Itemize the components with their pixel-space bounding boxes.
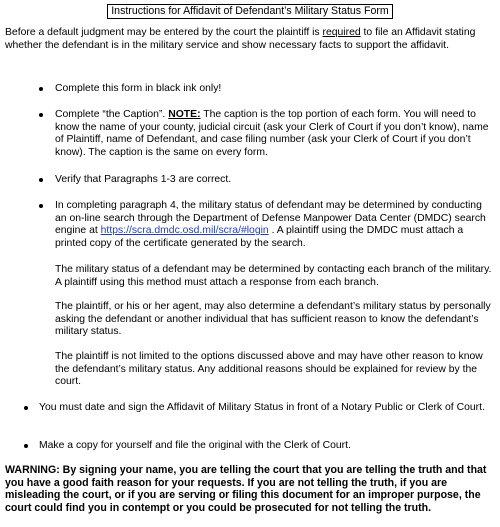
paragraph4-text-before: In completing paragraph 4, the military status of defendant may be determined by conducting an on-line search through the Department of Defense Manpower Data Center (DMDC) search engine at — [55, 200, 486, 237]
dmdc-link[interactable]: https://scra.dmdc.osd.mil/scra/#login — [100, 225, 269, 237]
page-title: Instructions for Affidavit of Defendant’s Military Status Form — [107, 4, 393, 19]
note-label: NOTE: — [168, 109, 201, 120]
bullet-icon — [24, 444, 28, 448]
bullet-icon — [39, 87, 43, 91]
title-container — [0, 4, 500, 19]
intro-paragraph — [5, 27, 493, 52]
caption-text-before: Complete “the Caption”. — [55, 109, 169, 120]
intro-text-before: Before a default judgment may be entered by the court the plaintiff is — [5, 27, 323, 38]
bullet-text — [55, 200, 491, 250]
paragraph4-branch-method: The military status of a defendant may be determined by contacting each branch of the military. A plaintiff using this method must attach a response from each branch. — [55, 264, 492, 288]
paragraph4-other-reasons: The plaintiff is not limited to the options discussed above and may have other reason to know the defendant’s military status. Any additional reasons should be explained for review by the court. — [55, 351, 483, 388]
bullet-icon — [39, 178, 43, 182]
bullet-text: Verify that Paragraphs 1-3 are correct. — [55, 174, 232, 185]
bullet-icon — [39, 204, 43, 208]
bullet-icon — [39, 113, 43, 117]
warning-paragraph: WARNING: By signing your name, you are telling the court that you are telling the truth and that you have a good faith reason for your requests. If you are not telling the truth, if you are misleading the court, or if you are serving or filing this document for an improper purpose, the court could find you in contempt or you could be prosecuted for not telling the truth. — [5, 464, 487, 514]
bullet-text — [55, 109, 497, 159]
intro-text-after: to file an Affidavit stating whether the defendant is in the military service and show necessary facts to support the affidavit. — [5, 27, 476, 51]
caption-text-after: The caption is the top portion of each form. You will need to know the name of your county, judicial circuit (ask your Clerk of Court if you don’t know), name of Plaintiff, name of Defendant, and case filing number (ask your Clerk of Court if you don’t know). The caption is the same on every form. — [55, 109, 489, 158]
paragraph4-personal-method: The plaintiff, or his or her agent, may also determine a defendant’s military status by personally asking the defendant or another individual that has sufficient reason to know the defendant’s military status. — [55, 301, 491, 338]
paragraph4-text-after: . A plaintiff using the DMDC must attach a printed copy of the certificate generated by the search. — [55, 225, 464, 249]
bullet-text: Make a copy for yourself and file the original with the Clerk of Court. — [39, 440, 351, 451]
bullet-text: Complete this form in black ink only! — [55, 83, 222, 94]
bullet-icon — [24, 406, 28, 410]
intro-required-word: required — [322, 27, 361, 38]
bullet-text: You must date and sign the Affidavit of Military Status in front of a Notary Public or Clerk of Court. — [39, 402, 485, 413]
